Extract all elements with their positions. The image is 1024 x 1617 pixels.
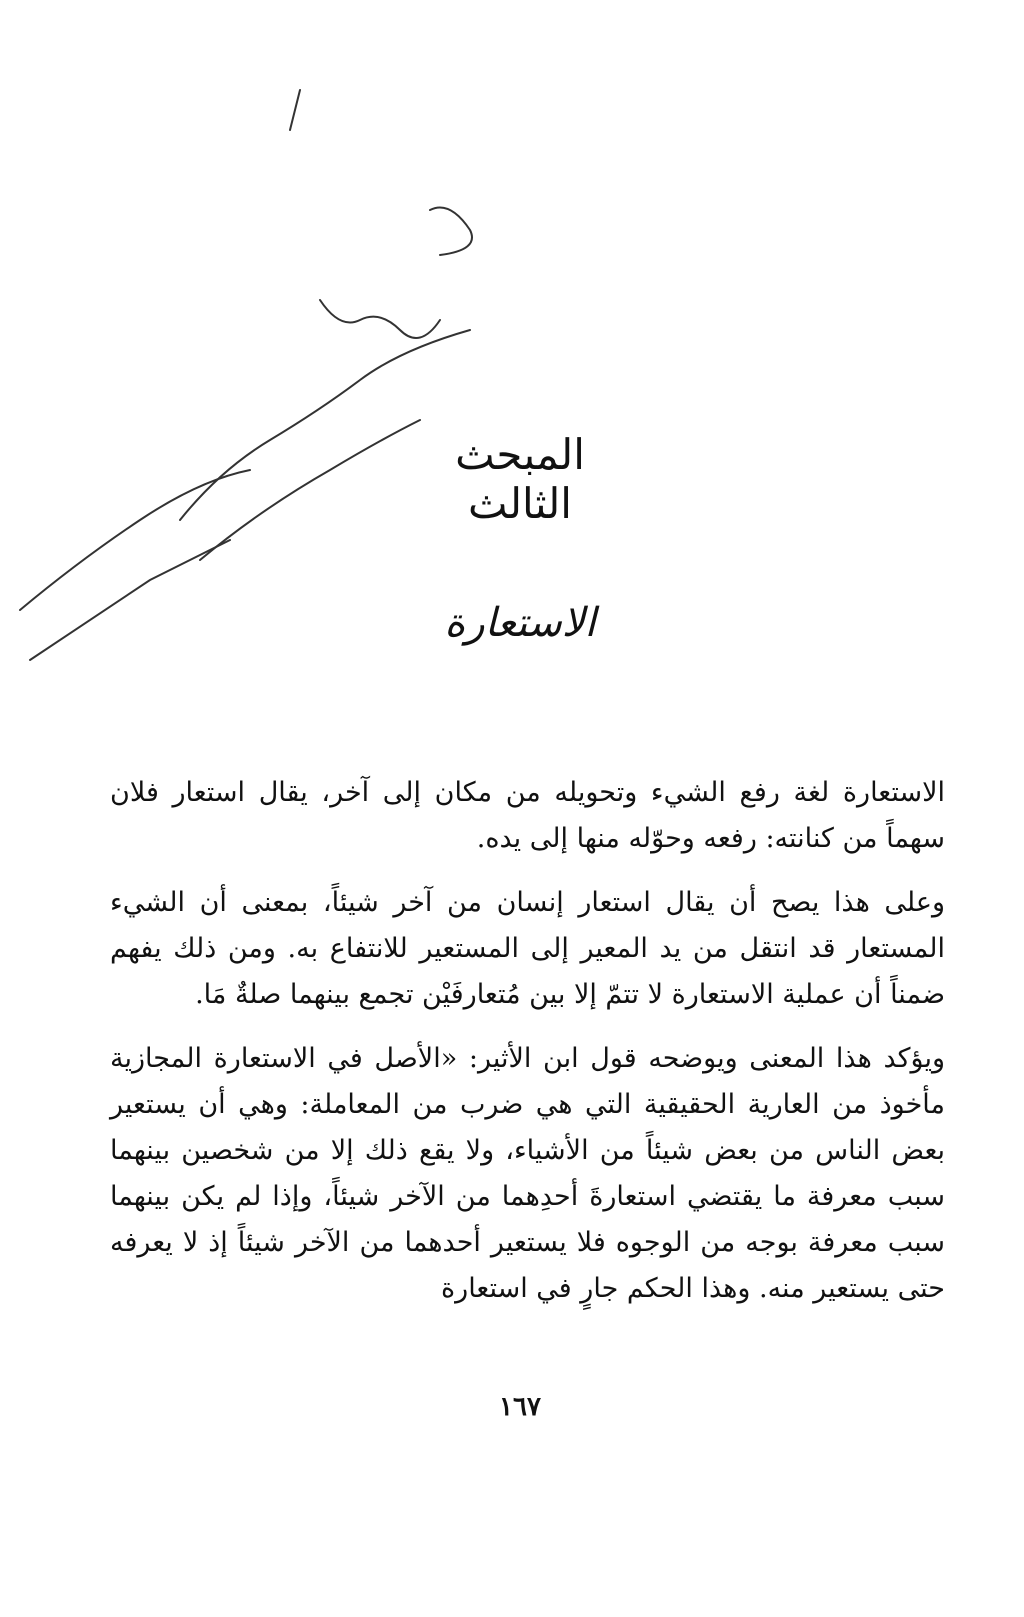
body-text: [110, 770, 945, 1330]
chapter-title: المبحث الثالث: [455, 430, 585, 528]
section-title: الاستعارة: [444, 600, 596, 646]
paragraph-2: وعلى هذا يصح أن يقال استعار إنسان من آخر شيئاً، بمعنى أن الشيء المستعار قد انتقل من يد المعير إلى المستعير للانتفاع به. ومن ذلك يفهم ضمناً أن عملية الاستعارة لا تتمّ إلا بين مُتعارفَيْن تجمع بينهما صلةٌ مَا.: [110, 887, 945, 1010]
page-number: ١٦٧: [499, 1392, 541, 1422]
handwritten-marginal-notes: [0, 0, 560, 760]
paragraph-3: ويؤكد هذا المعنى ويوضحه قول ابن الأثير: «الأصل في الاستعارة المجازية مأخوذ من العارية الحقيقية التي هي ضرب من المعاملة: وهي أن يستعير بعض الناس من بعض شيئاً من الأشياء، ولا يقع ذلك إلا من شخصين بينهما سبب معرفة ما يقتضي استعارةَ أحدِهما من الآخر شيئاً، وإذا لم يكن بينهما سبب معرفة بوجه من الوجوه فلا يستعير أحدهما من الآخر شيئاً إذ لا يعرفه حتى يستعير منه. وهذا الحكم جارٍ في استعارة: [110, 1043, 945, 1304]
paragraph-1: الاستعارة لغة رفع الشيء وتحويله من مكان إلى آخر، يقال استعار فلان سهماً من كنانته: رفعه وحوّله منها إلى يده.: [110, 777, 945, 854]
